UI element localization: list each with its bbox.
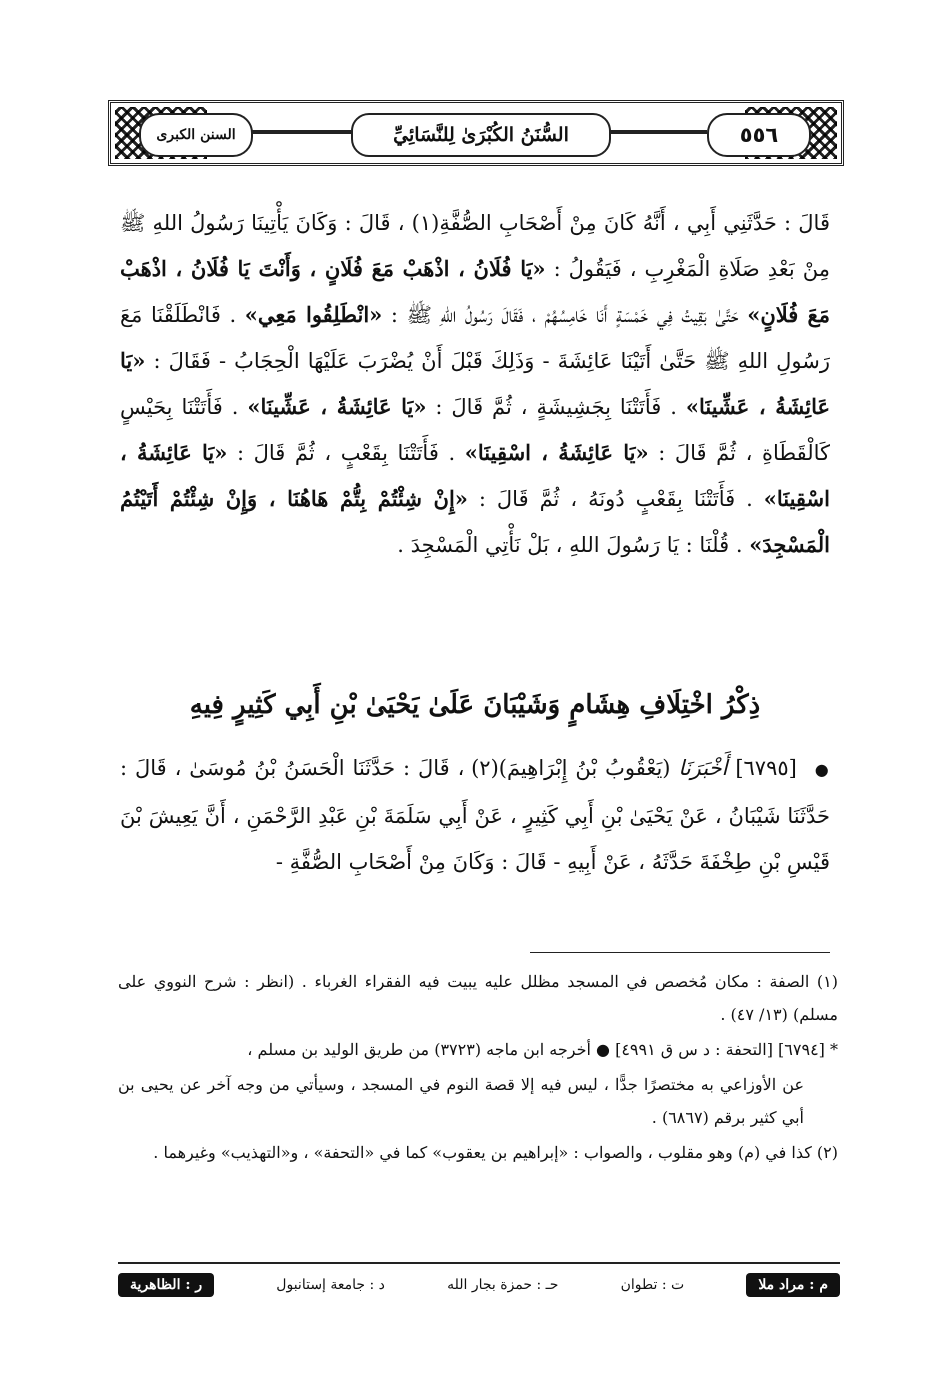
narration-text: . قُلْنَا : يَا رَسُولَ اللهِ ، بَلْ نَأْتِي الْمَسْجِدَ .	[397, 533, 750, 557]
quoted-speech: «يَا عَائِشَةُ ، اسْقِينَا»	[120, 440, 830, 511]
narration-text: قَالَ : حَدَّثَنِي أَبِي ، أَنَّهُ كَانَ مِنْ أَصْحَابِ الصُّفَّةِ	[439, 211, 830, 235]
page-header	[108, 100, 844, 166]
quoted-speech: «يَا عَائِشَةُ ، اسْقِينَا»	[464, 440, 649, 465]
bullet-icon: ●	[814, 760, 830, 779]
siglum-t: ت : تطوان	[620, 1277, 685, 1293]
narration-text: . فَأَتَتْنَا بِجَشِيشَةٍ ، ثُمَّ قَالَ :	[426, 395, 686, 419]
bottom-divider	[118, 1262, 840, 1264]
running-title: السُّنَنُ الكُبْرَىٰ لِلنَّسَائِيِّ	[351, 113, 611, 157]
footnote-star-head: * [٦٧٩٤] [التحفة : د س ق ٤٩٩١] ● أخرجه ابن ماجه (٣٧٢٣) من طريق الوليد بن مسلم ،	[247, 1040, 838, 1059]
narration-text: . فَأَتَتْنَا بِقَعْبٍ ، ثُمَّ قَالَ :	[227, 441, 465, 465]
quoted-speech: «يَا عَائِشَةُ ، عَشِّينَا»	[120, 348, 830, 419]
narration-text: . فَأَتَتْنَا بِقَعْبٍ دُونَهُ ، ثُمَّ قَالَ :	[467, 487, 764, 511]
narration-text: (١)	[411, 211, 440, 235]
narration-text: . فَانْطَلَقْنَا مَعَ رَسُولِ اللهِ ﷺ حَتَّىٰ أَتَيْنَا عَائِشَةَ - وَذَلِكَ قَبْلَ أَنْ يُضْرَبَ عَلَيْهَا الْحِجَابُ - فَقَالَ :	[120, 303, 830, 373]
hadith-block	[120, 745, 830, 885]
main-text	[120, 200, 830, 568]
section-heading: ذِكْرُ اخْتِلَافِ هِشَامٍ وَشَيْبَانَ عَلَىٰ يَحْيَىٰ بْنِ أَبِي كَثِيرٍ فِيهِ	[189, 690, 761, 720]
hadith-paragraph	[120, 745, 830, 885]
siglum-d: د : جامعة إستانبول	[276, 1277, 385, 1293]
quoted-speech: «انْطَلِقُوا مَعِي»	[244, 302, 383, 327]
narration-text: . فَأَتَتْنَا بِحَيْسٍ كَالْقَطَاةِ ، ثُمَّ قَالَ :	[120, 395, 830, 465]
siglum-h: حـ : حمزة بجار الله	[447, 1277, 559, 1293]
quoted-speech: «إِنْ شِئْتُمْ بِتُّمْ هَاهُنَا ، وَإِنْ شِئْتُمْ أَتَيْتُمُ الْمَسْجِدَ»	[120, 486, 830, 557]
akhbarana-word: أَخْبَرَنَا	[678, 756, 728, 780]
footnote-1: (١) الصفة : مكان مُخصص في المسجد مظلل عليه يبيت فيه الفقراء الغرباء . (انظر : شرح النووي على مسلم) (١٣/ ٤٧) .	[118, 972, 838, 1024]
manuscript-sigla	[118, 1270, 840, 1300]
paragraph	[120, 200, 830, 568]
header-divider	[251, 130, 351, 134]
narration-text: ، قَالَ : وَكَانَ يَأْتِينَا رَسُولُ اللهِ ﷺ مِنْ بَعْدِ صَلَاةِ الْمَغْرِبِ ، فَيَقُولُ :	[120, 211, 830, 281]
quoted-speech: «يَا عَائِشَةُ ، عَشِّينَا»	[247, 394, 427, 419]
narration-text: حَتَّىٰ بَقِيتُ فِي خَمْسَةٍ أَنَا خَامِسُهُمْ ، فَقَالَ رَسُولُ اللهِ ﷺ :	[382, 303, 748, 327]
header-divider	[607, 130, 707, 134]
page-number: ٥٥٦	[707, 113, 811, 157]
hadith-text: (يَعْقُوبُ بْنُ إِبْرَاهِيمَ)(٢) ، قَالَ : حَدَّثَنَا الْحَسَنُ بْنُ مُوسَىٰ ، قَالَ : حَدَّثَنَا شَيْبَانُ ، عَنْ يَحْيَىٰ بْنِ أَبِي كَثِيرٍ ، عَنْ أَبِي سَلَمَةَ بْنِ عَبْدِ الرَّحْمَنِ ، أَنَّ يَعِيشَ بْنَ قَيْسِ بْنِ طِخْفَةَ حَدَّثَهُ ، عَنْ أَبِيهِ - قَالَ : وَكَانَ مِنْ أَصْحَابِ الصُّفَّةِ -	[120, 756, 830, 874]
quoted-speech: «يَا فُلَانُ ، اذْهَبْ مَعَ فُلَانٍ ، وَأَنْتَ يَا فُلَانُ ، اذْهَبْ مَعَ فُلَانٍ»	[120, 256, 830, 327]
footnote-star-body: عن الأوزاعي به مختصرًا جدًّا ، ليس فيه إلا قصة النوم في المسجد ، وسيأتي من وجه آخر عن يحيى بن أبي كثير برقم (٦٨٦٧) .	[118, 1075, 804, 1127]
hadith-number: [٦٧٩٥]	[735, 756, 797, 780]
siglum-m: م : مراد ملا	[746, 1273, 840, 1297]
header-emblem: السنن الكبرى	[139, 113, 253, 157]
siglum-r: ر : الظاهرية	[118, 1273, 214, 1297]
footnote-2: (٢) كذا في (م) وهو مقلوب ، والصواب : «إبراهيم بن يعقوب» كما في «التحفة» ، و«التهذيب» وغيرهما .	[153, 1143, 838, 1162]
footnote-divider	[530, 952, 830, 953]
footnotes	[118, 965, 838, 1171]
